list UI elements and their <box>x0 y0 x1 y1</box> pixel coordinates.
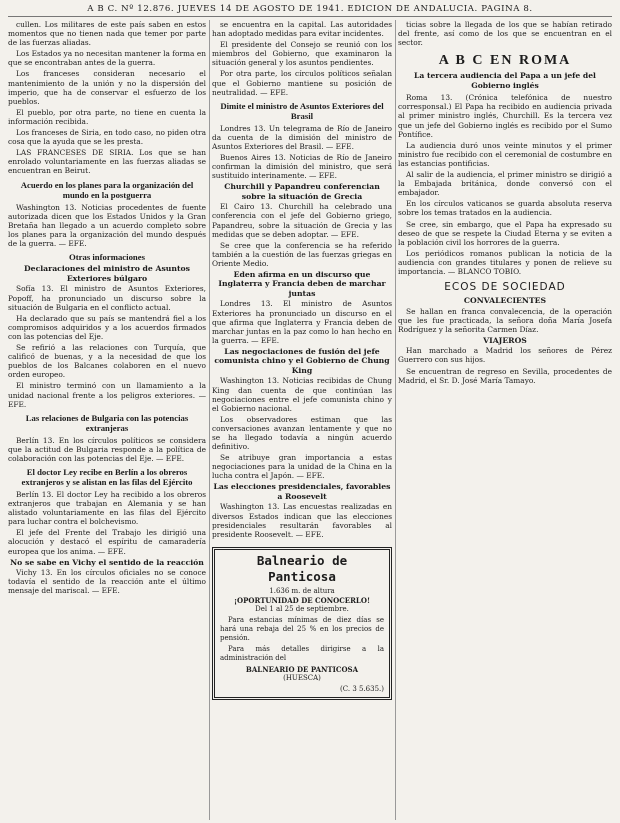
ad-reference: (C. 3 5.635.) <box>340 684 384 693</box>
article-paragraph: Han marchado a Madrid los señores de Pérez Guerrero con sus hijos. <box>398 346 612 365</box>
article-paragraph: El jefe del Frente del Trabajo les dirigió una alocución y destacó el espíritu de camaradería europea que los anima. — EFE. <box>8 528 206 556</box>
article-paragraph: Vichy 13. En los círculos oficiales no se conoce todavía el sentido de la reacción ante el último mensaje del mariscal. — EFE. <box>8 568 206 596</box>
article-paragraph: Por otra parte, los círculos políticos señalan que el Gobierno mantiene su posición de neutralidad. — EFE. <box>212 69 392 97</box>
article-paragraph: Buenos Aires 13. Noticias de Río de Janeiro confirman la dimisión del ministro, que será sustituido interinamente. — EFE. <box>212 153 392 181</box>
article-paragraph: El Cairo 13. Churchill ha celebrado una conferencia con el jefe del Gobierno griego, Papandreu, sobre la situación de Grecia y las medidas que se deben adoptar. — EFE. <box>212 202 392 239</box>
article-paragraph: Londres 13. Un telegrama de Río de Janeiro da cuenta de la dimisión del ministro de Asuntos Exteriores del Brasil. — EFE. <box>212 123 392 151</box>
ad-body: Para estancias mínimas de diez días se hará una rebaja del 25 % en los precios de pensión. <box>220 615 384 642</box>
headline: No se sabe en Vichy el sentido de la reacción <box>10 557 204 567</box>
article-paragraph: El ministro terminó con un llamamiento a la unidad nacional frente a los peligros exteriores. — EFE. <box>8 381 206 409</box>
article-paragraph: se encuentra en la capital. Las autoridades han adoptado medidas para evitar incidentes. <box>212 20 392 39</box>
article-paragraph: ticias sobre la llegada de los que se habían retirado del frente, así como de los que se encuentran en el sector. <box>398 20 612 48</box>
ad-body: Para más detalles dirigirse a la administración del <box>220 644 384 662</box>
column-3 <box>398 20 612 820</box>
article-paragraph: Se atribuye gran importancia a estas negociaciones para la unidad de la China en la lucha contra el Japón. — EFE. <box>212 453 392 481</box>
column-1 <box>8 20 206 820</box>
column-divider <box>395 20 396 820</box>
article-paragraph: LAS FRANCESES DE SIRIA. Los que se han enrolado voluntariamente en las fuerzas aliadas se encuentran en Beirut. <box>8 148 206 176</box>
headline: Dimite el ministro de Asuntos Exteriores del Brasil <box>220 100 384 122</box>
article-paragraph: Los periódicos romanos publican la noticia de la audiencia con grandes titulares y ponen de relieve su importancia. — BLANCO TOBIO. <box>398 248 612 276</box>
page-header: A B C. Nº 12.876. JUEVES 14 DE AGOSTO DE 1941. EDICION DE ANDALUCIA. PAGINA 8. <box>8 2 612 17</box>
article-paragraph: El presidente del Consejo se reunió con los miembros del Gobierno, que examinaron la situación general y los asuntos pendientes. <box>212 40 392 68</box>
advertisement-box <box>212 547 392 700</box>
article-paragraph: Los observadores estiman que las conversaciones avanzan lentamente y que no se ha llegado todavía a ningún acuerdo definitivo. <box>212 414 392 452</box>
headline: El doctor Ley recibe en Berlín a los obreros extranjeros y se alistan en las filas del Ejército <box>21 466 193 488</box>
headline: Churchill y Papandreu conferencian sobre la situación de Grecia <box>224 182 380 201</box>
ad-slogan: ¡OPORTUNIDAD DE CONOCERLO! <box>233 595 371 605</box>
article-paragraph: Los Estados ya no necesitan mantener la forma en que se encontraban antes de la guerra. <box>8 49 206 68</box>
article-paragraph: Se cree, sin embargo, que el Papa ha expresado su deseo de que se respete la Ciudad Eterna y se eviten a la población civil los horrores de la guerra. <box>398 219 612 247</box>
article-paragraph: Los franceses de Siria, en todo caso, no piden otra cosa que la ayuda que se les presta. <box>8 128 206 147</box>
article-paragraph: Se hallan en franca convalecencia, de la operación que les fue practicada, la señora doña María Josefa Rodríguez y la señorita Carmen Díaz. <box>398 306 612 334</box>
article-paragraph: Se cree que la conferencia se ha referido también a la cuestión de las fuerzas griegas en Oriente Medio. <box>212 240 392 268</box>
article-paragraph: Berlín 13. En los círculos políticos se considera que la actitud de Bulgaria responde a la política de colaboración con las potencias del Eje. — EFE. <box>8 435 206 463</box>
article-paragraph: La audiencia duró unos veinte minutos y el primer ministro fue recibido con el ceremonial de costumbre en las estancias pontificias. <box>398 140 612 168</box>
article-paragraph: Washington 13. Noticias procedentes de fuente autorizada dicen que los Estados Unidos y la Gran Bretaña han llegado a un acuerdo completo sobre los planes para la organización del mundo después de la guerra. — EFE. <box>8 202 206 248</box>
article-paragraph: En los círculos vaticanos se guarda absoluta reserva sobre los temas tratados en la audiencia. <box>398 199 612 218</box>
article-paragraph: Los franceses consideran necesario el mantenimiento de la unión y no la dispersión del imperio, que ha de conservar el esfuerzo de los pueblos. <box>8 69 206 106</box>
article-paragraph: Roma 13. (Crónica telefónica de nuestro corresponsal.) El Papa ha recibido en audiencia privada al primer ministro inglés, Churchill. Es la tercera vez que un jefe del Gobierno inglés es recibido por el Sumo Pontífice. <box>398 93 612 139</box>
column-divider <box>209 20 210 820</box>
ad-advertiser: BALNEARIO DE PANTICOSA <box>245 664 359 674</box>
section-subtitle: La tercera audiencia del Papa a un jefe del Gobierno inglés <box>414 71 596 91</box>
subsection-title: CONVALECIENTES <box>463 296 547 306</box>
headline: Acuerdo en los planes para la organización del mundo en la postguerra <box>20 179 194 200</box>
headline: Las elecciones presidenciales, favorables a Roosevelt <box>213 482 391 501</box>
ad-dates: Del 1 al 25 de septiembre. <box>255 604 349 613</box>
article-paragraph: Londres 13. El ministro de Asuntos Exteriores ha pronunciado un discurso en el que afirma que Inglaterra y Francia deben de marchar juntas en la paz como lo han hecho en la guerra. — EFE. <box>212 299 392 345</box>
ad-altitude: 1.636 m. de altura <box>269 586 335 595</box>
headline: Declaraciones del ministro de Asuntos Exteriores búlgaro <box>24 264 190 283</box>
ad-location: (HUESCA) <box>283 673 321 682</box>
article-paragraph: Ha declarado que su país se mantendrá fiel a los compromisos adquiridos y a los acuerdos firmados con las potencias del Eje. <box>8 313 206 341</box>
article-paragraph: Washington 13. Noticias recibidas de Chung King dan cuenta de que continúan las negociaciones entre el jefe comunista chino y el Gobierno nacional. <box>212 376 392 413</box>
section-kicker: Otras informaciones <box>68 251 145 262</box>
section-title: ECOS DE SOCIEDAD <box>444 281 566 294</box>
article-paragraph: Al salir de la audiencia, el primer ministro se dirigió a la Embajada británica, donde conversó con el embajador. <box>398 170 612 198</box>
subsection-title: VIAJEROS <box>483 335 527 345</box>
article-paragraph: cullen. Los militares de este país saben en estos momentos que no tienen nada que temer por parte de las fuerzas aliadas. <box>8 20 206 48</box>
article-paragraph: Washington 13. Las encuestas realizadas en diversos Estados indican que las elecciones presidenciales resultarán favorables al presidente Roosevelt. — EFE. <box>212 502 392 539</box>
column-2 <box>212 20 392 820</box>
headline: Las relaciones de Bulgaria con las potencias extranjeras <box>25 412 189 434</box>
headline: Las negociaciones de fusión del jefe comunista chino y el Gobierno de Chung King <box>214 346 390 375</box>
headline: Eden afirma en un discurso que Inglaterra y Francia deben de marchar juntas <box>218 269 386 298</box>
article-paragraph: Se refirió a las relaciones con Turquía, que calificó de buenas, y a la necesidad de que los pueblos de los Balcanes colaboren en el nuevo orden europeo. <box>8 343 206 380</box>
article-paragraph: Se encuentran de regreso en Sevilla, procedentes de Madrid, el Sr. D. José María Tamayo. <box>398 366 612 385</box>
article-paragraph: El pueblo, por otra parte, no tiene en cuenta la información recibida. <box>8 107 206 126</box>
section-title: A B C EN ROMA <box>438 53 572 69</box>
article-paragraph: Berlín 13. El doctor Ley ha recibido a los obreros extranjeros que trabajan en Alemania y se han alistado voluntariamente en las filas del Ejército para luchar contra el bolchevismo. <box>8 489 206 527</box>
article-paragraph: Sofía 13. El ministro de Asuntos Exteriores, Popoff, ha pronunciado un discurso sobre la situación de Bulgaria en el conflicto actual. <box>8 284 206 312</box>
ad-title: Balneario de Panticosa <box>256 552 348 584</box>
